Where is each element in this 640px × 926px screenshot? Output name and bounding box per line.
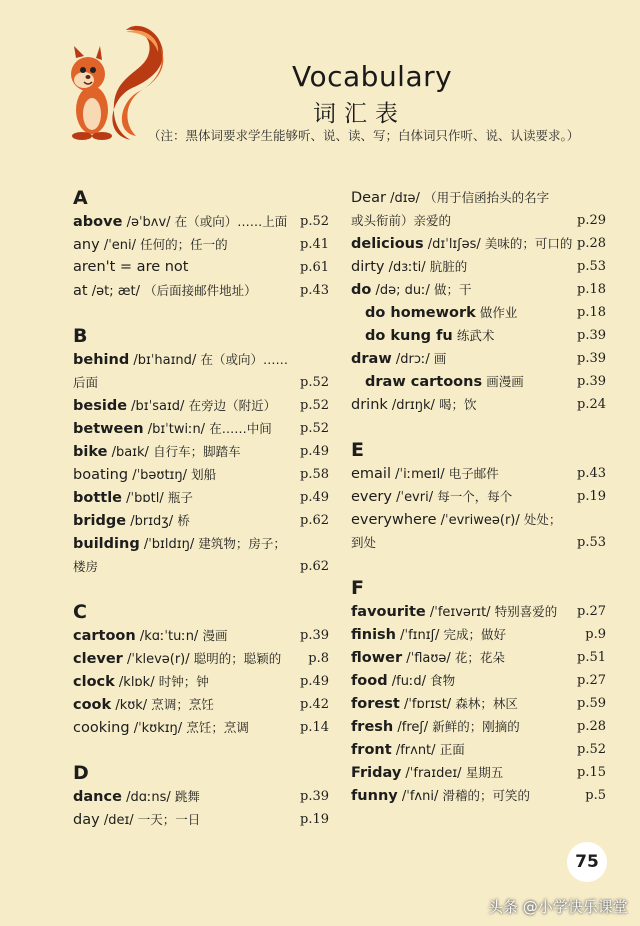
right-column xyxy=(351,186,606,829)
vocab-entry: draw /drɔː/ 画 p.39 xyxy=(351,351,606,367)
section-letter: D xyxy=(73,762,89,784)
vocab-entry: funny /ˈfʌni/ 滑稽的；可笑的 p.5 xyxy=(351,788,606,804)
vocab-entry: Friday /ˈfraɪdeɪ/ 星期五 p.15 xyxy=(351,765,606,781)
section-letter: C xyxy=(73,601,87,623)
vocab-entry: building /ˈbɪldɪŋ/ 建筑物；房子； xyxy=(73,536,286,552)
vocab-entry: beside /bɪˈsaɪd/ 在旁边（附近） p.52 xyxy=(73,398,329,414)
section-f xyxy=(351,576,606,807)
vocab-entry: food /fuːd/ 食物 p.27 xyxy=(351,673,606,689)
vocab-entry: finish /ˈfɪnɪʃ/ 完成；做好 p.9 xyxy=(351,627,606,643)
vocab-entry: Dear /dɪə/ （用于信函抬头的名字 xyxy=(351,190,550,206)
vocab-entry: email /ˈiːmeɪl/ 电子邮件 p.43 xyxy=(351,466,606,482)
page-note: （注：黑体词要求学生能够听、说、读、写；白体词只作听、说、认读要求。） xyxy=(148,128,580,143)
vocab-entry-cont: 后面 p.52 xyxy=(73,375,329,390)
section-letter: B xyxy=(73,325,88,347)
vocab-entry: favourite /ˈfeɪvərɪt/ 特别喜爱的 p.27 xyxy=(351,604,606,620)
vocab-entry: cooking /ˈkʊkɪŋ/ 烹饪；烹调 p.14 xyxy=(73,720,329,736)
vocab-entry: draw cartoons 画漫画 p.39 xyxy=(365,374,606,390)
vocab-entry: behind /bɪˈhaɪnd/ 在（或向）…… xyxy=(73,352,288,368)
section-a xyxy=(73,186,329,302)
section-d-continued xyxy=(351,186,606,416)
section-letter: F xyxy=(351,577,364,599)
section-c xyxy=(73,600,329,739)
vocab-entry: any /ˈeni/ 任何的；任一的 p.41 xyxy=(73,237,329,253)
vocab-entry: drink /drɪŋk/ 喝；饮 p.24 xyxy=(351,397,606,413)
vocab-entry: flower /ˈflaʊə/ 花；花朵 p.51 xyxy=(351,650,606,666)
section-e xyxy=(351,438,606,554)
section-d xyxy=(73,761,329,831)
vocab-entry: fresh /freʃ/ 新鲜的；刚摘的 p.28 xyxy=(351,719,606,735)
vocab-entry: cook /kʊk/ 烹调；烹饪 p.42 xyxy=(73,697,329,713)
vocab-entry: cartoon /kɑːˈtuːn/ 漫画 p.39 xyxy=(73,628,329,644)
vocab-entry: above /əˈbʌv/ 在（或向）……上面 p.52 xyxy=(73,214,329,230)
vocab-entry: every /ˈevri/ 每一个，每个 p.19 xyxy=(351,489,606,505)
page-number-badge: 75 xyxy=(567,842,607,882)
vocab-entry-cont: 楼房 p.62 xyxy=(73,559,329,574)
vocab-entry: day /deɪ/ 一天；一日 p.19 xyxy=(73,812,329,828)
left-column xyxy=(73,186,329,853)
vocab-entry-cont: 到处 p.53 xyxy=(351,535,606,550)
vocab-entry: bottle /ˈbɒtl/ 瓶子 p.49 xyxy=(73,490,329,506)
vocab-entry: front /frʌnt/ 正面 p.52 xyxy=(351,742,606,758)
vocab-entry: boating /ˈbəʊtɪŋ/ 划船 p.58 xyxy=(73,467,329,483)
vocab-entry: bridge /brɪdʒ/ 桥 p.62 xyxy=(73,513,329,529)
vocab-entry: clock /klɒk/ 时钟；钟 p.49 xyxy=(73,674,329,690)
section-letter: A xyxy=(73,187,88,209)
vocab-entry: everywhere /ˈevriweə(r)/ 处处； xyxy=(351,512,562,528)
vocab-entry: do kung fu 练武术 p.39 xyxy=(365,328,606,344)
section-letter: E xyxy=(351,439,364,461)
watermark: 头条 @小学快乐课堂 xyxy=(488,898,628,916)
vocab-entry: dirty /dɜːti/ 肮脏的 p.53 xyxy=(351,259,606,275)
vocab-entry: do /də; duː/ 做；干 p.18 xyxy=(351,282,606,298)
vocab-entry-cont: 或头衔前）亲爱的 p.29 xyxy=(351,213,606,228)
page-title: Vocabulary xyxy=(292,60,453,93)
vocab-entry: at /ət; æt/ （后面接邮件地址） p.43 xyxy=(73,283,329,299)
vocab-entry: dance /dɑːns/ 跳舞 p.39 xyxy=(73,789,329,805)
vocab-entry: forest /ˈfɒrɪst/ 森林；林区 p.59 xyxy=(351,696,606,712)
vocab-entry: bike /baɪk/ 自行车；脚踏车 p.49 xyxy=(73,444,329,460)
section-b xyxy=(73,324,329,578)
vocab-entry: clever /ˈklevə(r)/ 聪明的；聪颖的 p.8 xyxy=(73,651,329,667)
vocab-entry: do homework 做作业 p.18 xyxy=(365,305,606,321)
page-subtitle: 词汇表 xyxy=(313,101,406,127)
vocab-entry: between /bɪˈtwiːn/ 在……中间 p.52 xyxy=(73,421,329,437)
vocab-entry: delicious /dɪˈlɪʃəs/ 美味的；可口的 p.28 xyxy=(351,236,606,252)
vocab-entry: aren't = are not p.61 xyxy=(73,259,329,275)
